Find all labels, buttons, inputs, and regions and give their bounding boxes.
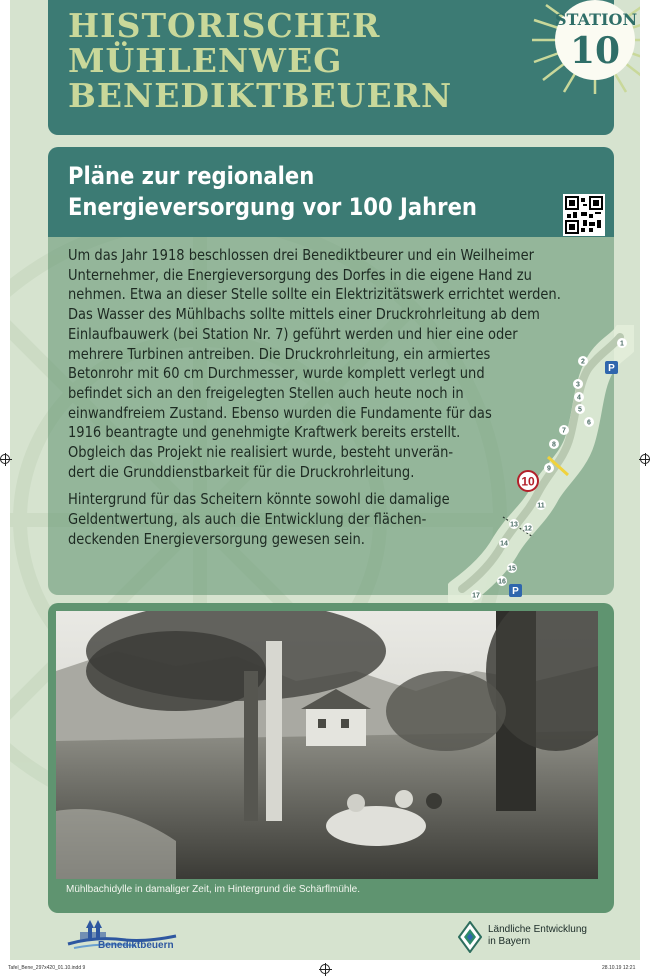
station-label: STATION xyxy=(555,10,638,29)
station-marker-7: 7 xyxy=(562,427,566,435)
info-board xyxy=(10,0,640,960)
text-line: Das Wasser des Mühlbachs sollte mittels einer Druckrohrleitung ab dem xyxy=(68,305,540,324)
title-line-1: HISTORISCHER xyxy=(68,6,381,45)
text-line: Einlaufbauwerk (bei Station Nr. 7) geführt werden und hier eine oder xyxy=(68,324,518,343)
board-title xyxy=(68,8,452,113)
station-marker-2: 2 xyxy=(581,358,585,366)
photo-caption: Mühlbachidylle in damaliger Zeit, im Hintergrund die Schärflmühle. xyxy=(66,884,361,895)
station-marker-17: 17 xyxy=(472,592,480,600)
text-line: Obgleich das Projekt nie realisiert wurde, besteht unverän- xyxy=(68,443,454,462)
text-line: einwandfreiem Zustand. Ebenso wurden die Fundamente für das xyxy=(68,403,492,422)
text-line: befindet sich an den freigelegten Stellen auch heute noch in xyxy=(68,383,464,402)
laendliche-entwicklung-logo-text xyxy=(488,924,587,948)
text-line: dert die Grunddienstbarkeit für die Druckrohrleitung. xyxy=(68,462,415,481)
text-line: mehrere Turbinen antreiben. Die Druckrohrleitung, ein armiertes xyxy=(68,344,491,363)
station-marker-1: 1 xyxy=(620,340,624,348)
print-slug-right: 28.10.19 12:21 xyxy=(602,965,636,971)
text-line: Betonrohr mit 60 cm Durchmesser, wurde komplett verlegt und xyxy=(68,364,485,383)
station-marker-9: 9 xyxy=(547,465,551,473)
svg-text:10: 10 xyxy=(521,474,535,489)
section-title-line-2: Energieversorgung vor 100 Jahren xyxy=(68,193,477,221)
historic-photo xyxy=(56,611,598,879)
registration-mark-right xyxy=(640,454,650,464)
registration-mark-left xyxy=(0,454,10,464)
laendliche-entwicklung-logo-icon xyxy=(458,921,482,953)
registration-mark-bottom xyxy=(320,964,330,974)
section-title xyxy=(68,161,477,223)
svg-text:P: P xyxy=(608,363,615,374)
section-title-line-1: Pläne zur regionalen xyxy=(68,162,315,190)
text-line: deckenden Energieversorgung gewesen sein. xyxy=(68,529,365,548)
svg-text:P: P xyxy=(512,586,519,597)
text-line: Unternehmer, die Energieversorgung des Dorfes in die eigene Hand zu xyxy=(68,265,532,284)
station-marker-12: 12 xyxy=(524,525,532,533)
station-marker-6: 6 xyxy=(587,419,591,427)
header-banner xyxy=(48,0,638,135)
qr-code-icon[interactable] xyxy=(563,194,605,236)
station-marker-8: 8 xyxy=(552,441,556,449)
route-band xyxy=(460,335,628,593)
station-marker-13: 13 xyxy=(510,521,518,529)
station-marker-4: 4 xyxy=(577,394,581,402)
logo-line-2: in Bayern xyxy=(488,936,531,947)
title-line-3: BENEDIKTBEUERN xyxy=(68,76,453,115)
text-line: Um das Jahr 1918 beschlossen drei Benediktbeurer und ein Weilheimer xyxy=(68,246,534,264)
station-marker-11: 11 xyxy=(537,502,545,510)
text-line: Geldentwertung, als auch die Entwicklung der flächen- xyxy=(68,510,427,529)
station-badge xyxy=(528,0,640,95)
benediktbeuern-logo-text: Benediktbeuern xyxy=(98,940,174,951)
station-marker-16: 16 xyxy=(498,578,506,586)
station-number: 10 xyxy=(569,30,621,72)
text-line: 1916 beantragte und genehmigte Kraftwerk bereits erstellt. xyxy=(68,423,461,442)
title-line-2: MÜHLENWEG xyxy=(68,41,343,80)
text-line: nehmen. Etwa an dieser Stelle sollte ein Elektrizitätswerk errichtet werden. xyxy=(68,285,561,304)
station-marker-5: 5 xyxy=(578,406,582,414)
route-map xyxy=(448,325,634,605)
logo-line-1: Ländliche Entwicklung xyxy=(488,924,587,935)
station-marker-3: 3 xyxy=(576,381,580,389)
photo-panel xyxy=(48,603,614,913)
text-panel xyxy=(48,237,624,600)
section-heading-bar xyxy=(48,147,614,237)
station-circle xyxy=(555,0,638,80)
station-marker-15: 15 xyxy=(508,565,516,573)
station-marker-14: 14 xyxy=(500,540,508,548)
text-line: Hintergrund für das Scheitern könnte sowohl die damalige xyxy=(68,490,450,509)
print-slug-left: Tafel_Bene_297x420_01.10.indd 9 xyxy=(8,965,86,971)
